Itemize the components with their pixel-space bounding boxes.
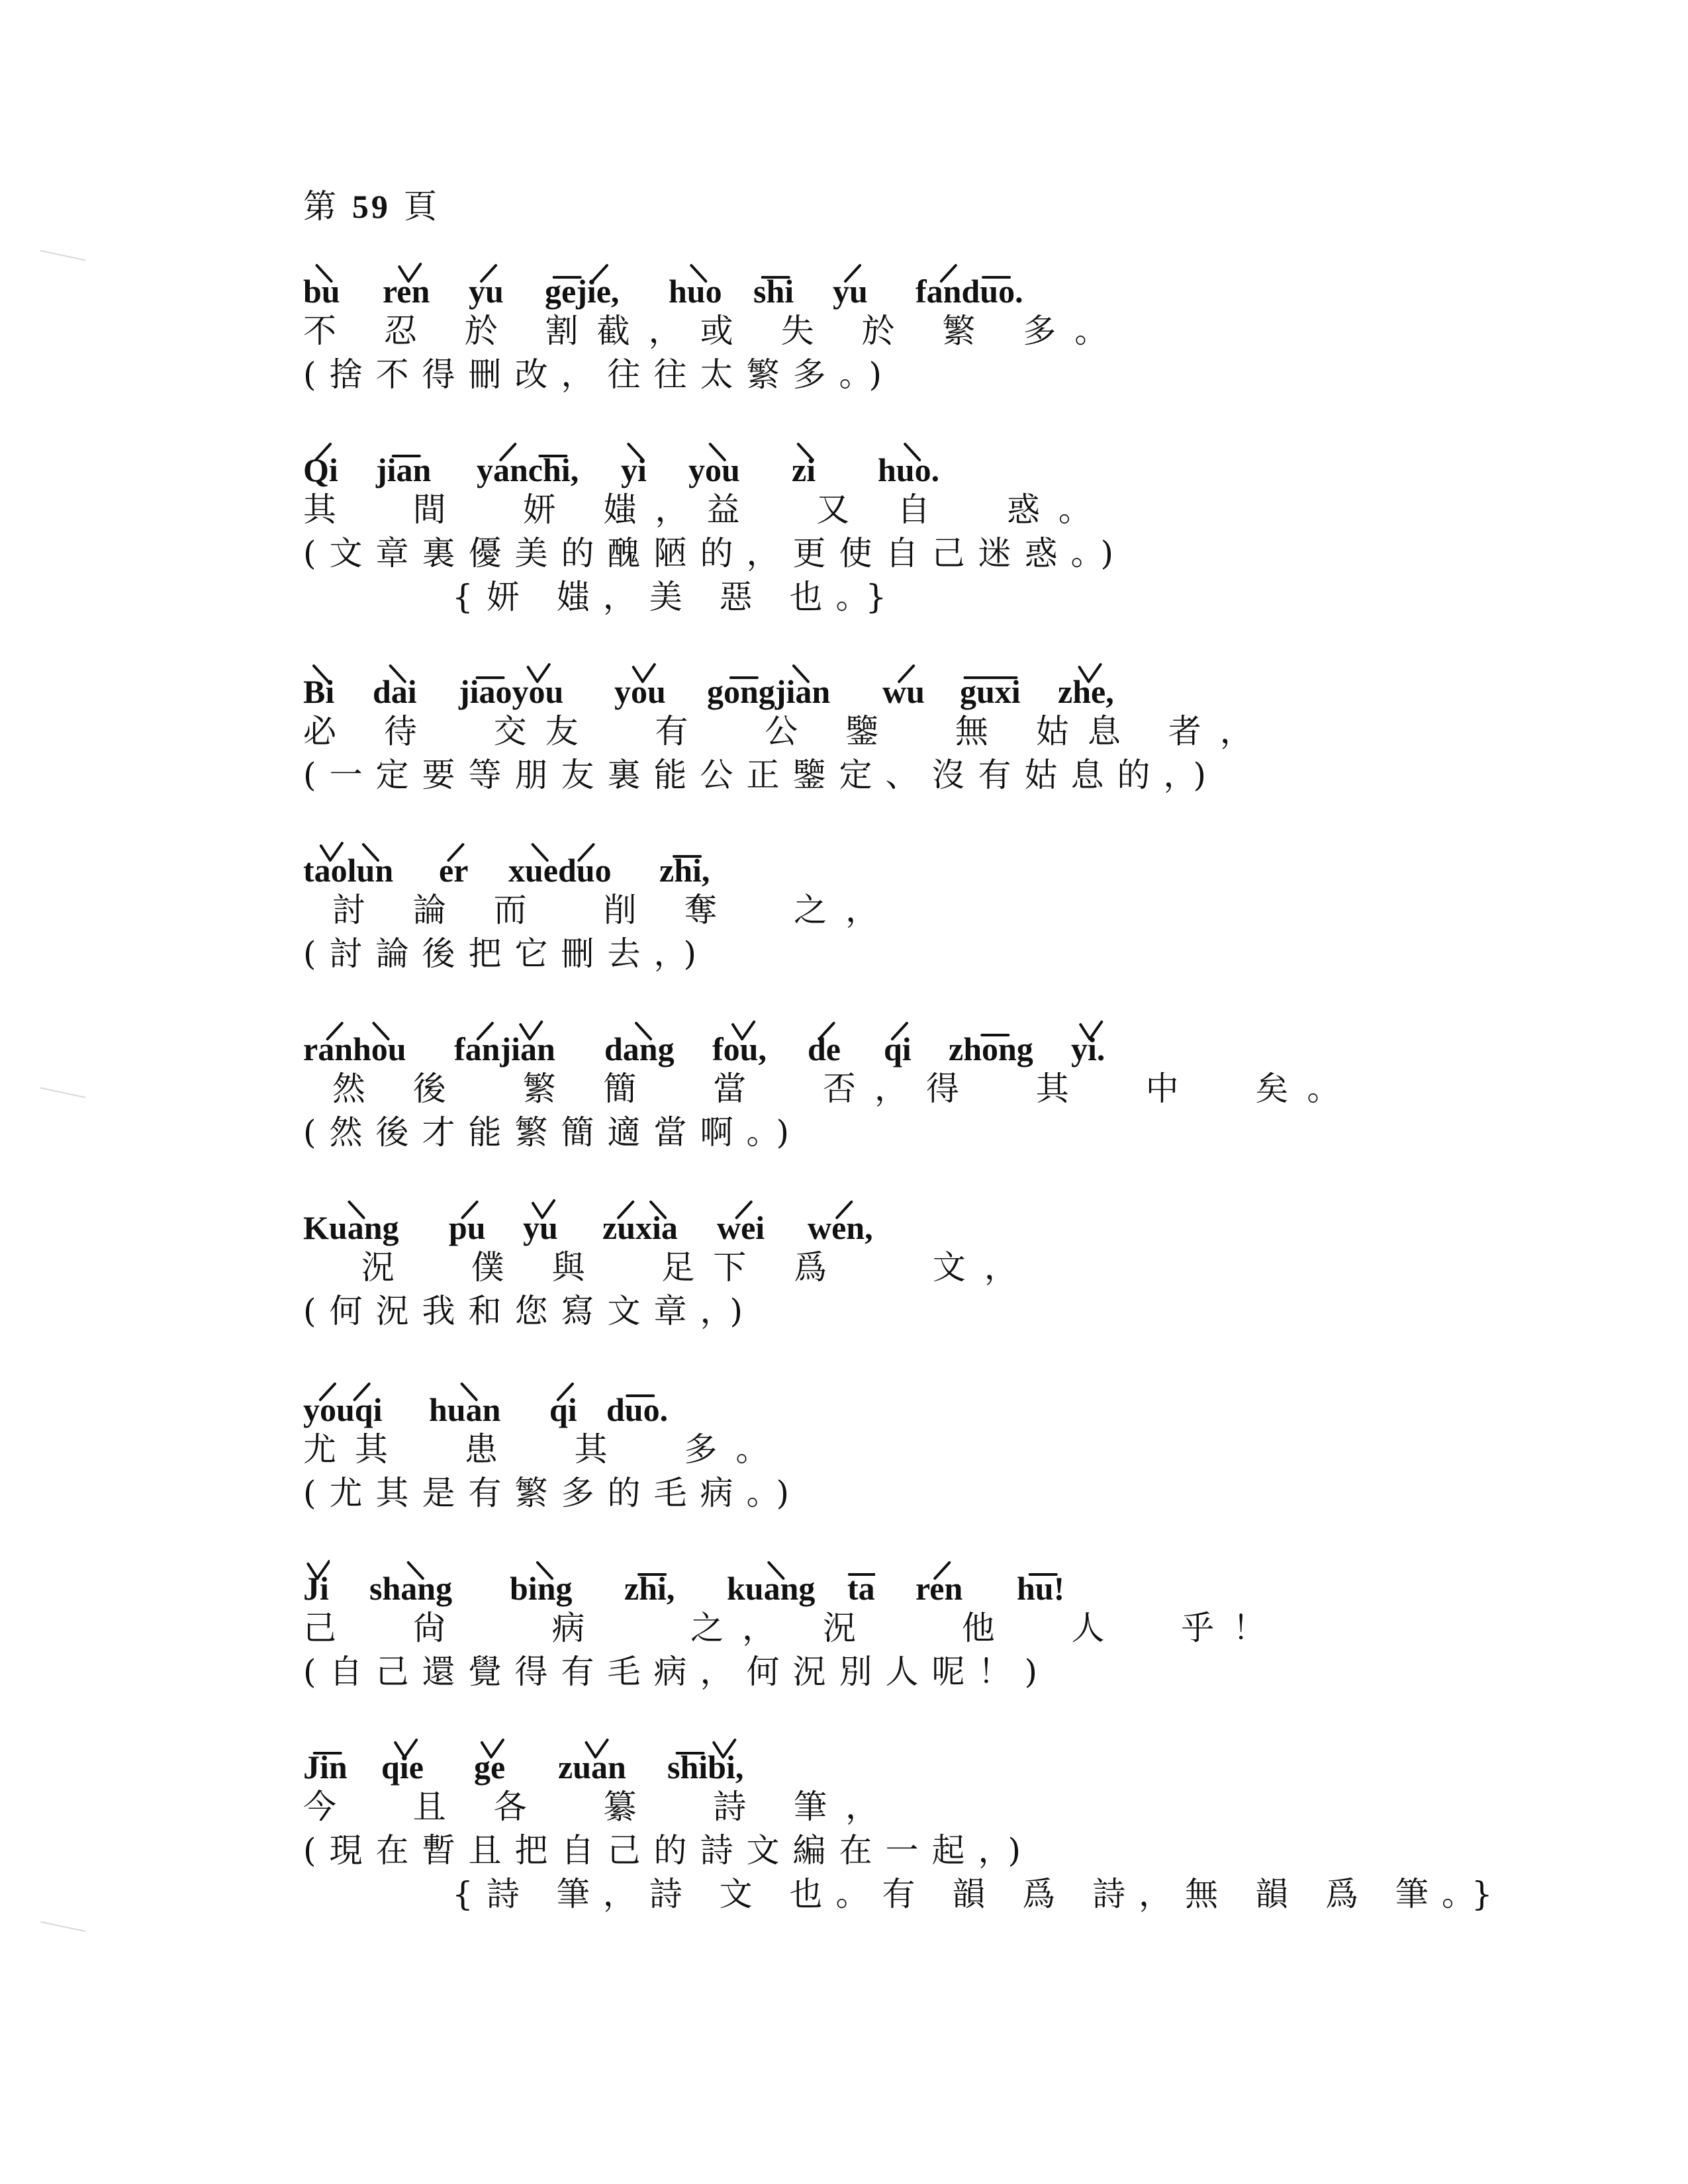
pinyin-word: ren xyxy=(383,273,430,310)
pinyin-word: Bi xyxy=(303,673,335,710)
translation-line: (捨不得刪改，往往太繁多。) xyxy=(303,355,896,394)
pinyin-word: shibi, xyxy=(667,1749,744,1786)
stanza-6 xyxy=(303,1198,1036,1333)
pinyin-word: pu xyxy=(449,1209,486,1246)
pinyin-word: dang xyxy=(604,1030,675,1068)
translation-line: (尤其是有繁多的毛病。) xyxy=(303,1474,803,1512)
pinyin-word: kuang xyxy=(727,1570,816,1607)
pinyin-word: hu! xyxy=(1017,1570,1065,1607)
pinyin-word: guxi xyxy=(960,673,1021,710)
pinyin-line xyxy=(303,1019,1358,1066)
pinyin-word: yu xyxy=(469,273,504,310)
hanzi-line: 然 後 繁 簡 當 否，得 其 中 矣。 xyxy=(303,1069,1359,1108)
pinyin-word: fanduo. xyxy=(915,273,1023,310)
pinyin-word: qi xyxy=(549,1391,577,1428)
pinyin-word: wu xyxy=(882,673,925,710)
pinyin-line xyxy=(303,1559,1284,1605)
pinyin-word: ta xyxy=(847,1570,875,1607)
pinyin-word: you xyxy=(614,673,666,710)
stanza-7 xyxy=(303,1380,802,1515)
pinyin-word: wen, xyxy=(808,1209,873,1246)
page-title-suffix: 頁 xyxy=(403,187,440,226)
page-title-prefix: 第 xyxy=(303,187,339,226)
pinyin-word: gejie, xyxy=(545,273,620,310)
hanzi-line: 況 僕 與 足下 爲 文， xyxy=(303,1248,1036,1287)
stanza-1 xyxy=(303,261,1126,396)
pinyin-word: ranhou xyxy=(303,1030,406,1068)
annotation-line: {詩 筆，詩 文 也。有 韻 爲 詩，無 韻 爲 筆。} xyxy=(452,1875,1506,1913)
pinyin-word: fou, xyxy=(712,1030,767,1068)
pinyin-word: shi xyxy=(753,273,794,310)
pinyin-word: you xyxy=(688,451,740,488)
pinyin-word: er xyxy=(439,852,469,889)
translation-line: (自己還覺得有毛病，何況別人呢！) xyxy=(303,1653,1051,1691)
pinyin-line xyxy=(303,1380,802,1426)
pinyin-word: huo. xyxy=(878,451,940,488)
hanzi-line: 其 間 妍 媸，益 又 自 惑。 xyxy=(303,490,1110,529)
pinyin-word: shang xyxy=(369,1570,453,1607)
pinyin-word: bu xyxy=(303,273,340,310)
hanzi-line: 尤其 患 其 多。 xyxy=(303,1430,788,1469)
annotation-line: {妍 媸，美 惡 也。} xyxy=(452,578,900,616)
pinyin-word: zhong xyxy=(949,1030,1033,1068)
pinyin-word: qie xyxy=(381,1749,424,1786)
translation-line: (文章裏優美的醜陋的，更使自己迷惑。) xyxy=(303,534,1127,572)
stanza-9 xyxy=(303,1737,1506,1916)
pinyin-word: yi. xyxy=(1071,1030,1105,1068)
pinyin-word: yu xyxy=(523,1209,558,1246)
pinyin-word: ren xyxy=(915,1570,963,1607)
pinyin-line xyxy=(303,1198,1036,1244)
pinyin-word: Jin xyxy=(303,1749,348,1786)
punch-hole-mark xyxy=(40,1087,86,1099)
pinyin-word: zi xyxy=(792,451,816,488)
stanza-5 xyxy=(303,1019,1358,1154)
pinyin-word: zhi, xyxy=(659,852,710,889)
translation-line: (一定要等朋友裏能公正鑒定、沒有姑息的，) xyxy=(303,756,1220,794)
pinyin-word: yu xyxy=(833,273,868,310)
pinyin-word: taolun xyxy=(303,852,394,889)
pinyin-word: Ji xyxy=(303,1570,329,1607)
pinyin-word: Qi xyxy=(303,451,338,488)
pinyin-line xyxy=(303,440,1127,486)
hanzi-line: 必 待 交友 有 公 鑒 無 姑息 者， xyxy=(303,712,1272,751)
pinyin-word: zuxia xyxy=(602,1209,678,1246)
pinyin-word: youqi xyxy=(303,1391,383,1428)
page-title xyxy=(303,180,440,228)
punch-hole-mark xyxy=(40,250,86,261)
stanza-2 xyxy=(303,440,1127,619)
stanza-3 xyxy=(303,662,1272,797)
hanzi-line: 不 忍 於 割截，或 失 於 繁 多。 xyxy=(303,312,1127,350)
pinyin-word: qi xyxy=(884,1030,912,1068)
translation-line: (何況我和您寫文章，) xyxy=(303,1292,757,1330)
translation-line: (然後才能繁簡適當啊。) xyxy=(303,1113,803,1152)
pinyin-line xyxy=(303,261,1126,308)
hanzi-line: 己 尙 病 之， 況 他 人 乎！ xyxy=(303,1609,1285,1647)
pinyin-word: wei xyxy=(717,1209,765,1246)
pinyin-word: ge xyxy=(474,1749,506,1786)
translation-line: (討論後把它刪去，) xyxy=(303,934,710,973)
pinyin-word: zhe, xyxy=(1058,673,1114,710)
pinyin-word: bing xyxy=(510,1570,573,1607)
pinyin-word: gongjian xyxy=(707,673,831,710)
pinyin-line xyxy=(303,841,897,887)
pinyin-word: jian xyxy=(376,451,432,488)
pinyin-word: jiaoyou xyxy=(459,673,564,710)
pinyin-word: zhi, xyxy=(624,1570,675,1607)
pinyin-line xyxy=(303,1737,1506,1784)
pinyin-word: Kuang xyxy=(303,1209,399,1246)
pinyin-word: fanjian xyxy=(454,1030,555,1068)
pinyin-word: huo xyxy=(669,273,722,310)
punch-hole-mark xyxy=(40,1921,86,1933)
hanzi-line: 今 且 各 纂 詩 筆， xyxy=(303,1788,898,1826)
pinyin-word: yanchi, xyxy=(477,451,579,488)
translation-line: (現在暫且把自己的詩文編在一起，) xyxy=(303,1831,1035,1870)
pinyin-word: duo. xyxy=(606,1391,669,1428)
pinyin-word: dai xyxy=(373,673,417,710)
page-number: 59 xyxy=(352,188,391,225)
hanzi-line: 討 論 而 削 奪 之， xyxy=(303,891,898,929)
pinyin-word: de xyxy=(808,1030,841,1068)
stanza-8 xyxy=(303,1559,1284,1694)
pinyin-line xyxy=(303,662,1272,708)
pinyin-word: huan xyxy=(429,1391,501,1428)
pinyin-word: zuan xyxy=(558,1749,626,1786)
pinyin-word: xueduo xyxy=(508,852,612,889)
pinyin-word: yi xyxy=(621,451,647,488)
stanza-4 xyxy=(303,841,897,976)
